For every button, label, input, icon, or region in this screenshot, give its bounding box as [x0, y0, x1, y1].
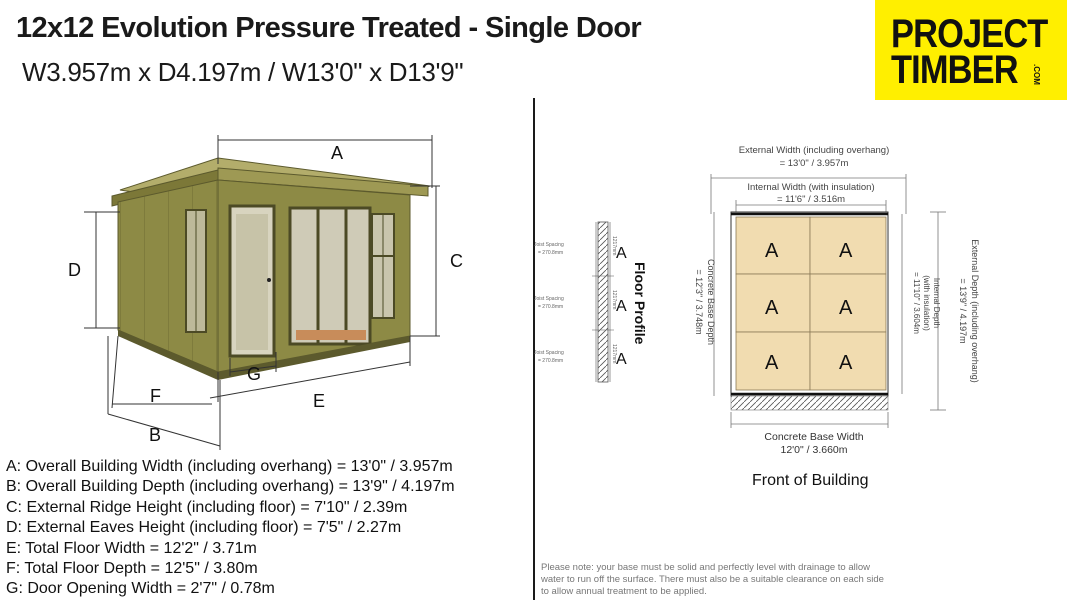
- label-c: C: [450, 251, 463, 271]
- logo-line1: PROJECT: [891, 12, 1048, 56]
- svg-text:External Width (including over: External Width (including overhang): [738, 145, 890, 156]
- legend-item-d: D: External Eaves Height (including floor) = 7'5" / 2.27m: [6, 519, 402, 537]
- svg-text:Joist Spacing: Joist Spacing: [534, 296, 564, 302]
- svg-text:= 270.8mm: = 270.8mm: [538, 358, 564, 364]
- svg-text:(with insulation): (with insulation): [922, 275, 931, 331]
- svg-text:12'0" / 3.660m: 12'0" / 3.660m: [780, 444, 848, 456]
- svg-text:= 12'3" / 3.748m: = 12'3" / 3.748m: [694, 269, 704, 335]
- label-d: D: [68, 260, 81, 280]
- svg-text:Internal Width (with insulatio: Internal Width (with insulation): [747, 182, 875, 193]
- page-title: 12x12 Evolution Pressure Treated - Single Door: [16, 12, 642, 44]
- legend-item-a: A: Overall Building Width (including overhang) = 13'0" / 3.957m: [6, 458, 453, 475]
- svg-text:Concrete Base Width: Concrete Base Width: [764, 431, 864, 443]
- svg-text:External Depth (including over: External Depth (including overhang): [970, 239, 980, 383]
- svg-text:A: A: [616, 298, 627, 315]
- svg-text:= 11'6" / 3.516m: = 11'6" / 3.516m: [776, 194, 846, 205]
- svg-text:.COM: .COM: [1032, 64, 1041, 85]
- svg-text:A: A: [616, 245, 627, 262]
- label-g: G: [247, 364, 262, 384]
- svg-text:1217mm: 1217mm: [611, 344, 617, 364]
- legend-item-g: G: Door Opening Width = 2'7" / 0.78m: [6, 580, 275, 598]
- floor-profile-title: Floor Profile: [632, 262, 648, 345]
- svg-text:Joist Spacing: Joist Spacing: [534, 242, 564, 248]
- plan-view: [694, 145, 980, 456]
- svg-text:A: A: [616, 351, 627, 368]
- svg-text:Joist Spacing: Joist Spacing: [534, 350, 564, 356]
- svg-text:A: A: [839, 297, 853, 319]
- svg-text:= 13'0" / 3.957m: = 13'0" / 3.957m: [779, 158, 849, 169]
- svg-text:A: A: [839, 240, 853, 262]
- svg-text:A: A: [765, 352, 779, 374]
- note-line-2: water to run off the surface. There must also be a suitable clearance on each side: [541, 574, 884, 585]
- svg-text:Concrete Base Depth: Concrete Base Depth: [706, 258, 716, 346]
- note-line-1: Please note: your base must be solid and perfectly level with drainage to allow: [541, 562, 870, 573]
- legend-item-e: E: Total Floor Width = 12'2" / 3.71m: [6, 539, 257, 557]
- svg-text:= 270.8mm: = 270.8mm: [538, 304, 564, 310]
- svg-text:Internal Depth: Internal Depth: [932, 277, 941, 329]
- page-subtitle: W3.957m x D4.197m / W13'0" x D13'9": [22, 57, 464, 87]
- dimension-legend: [6, 457, 455, 600]
- note-line-3: to allow annual treatment to be applied.: [541, 586, 707, 597]
- label-a: A: [331, 143, 344, 163]
- floor-profile: [534, 222, 648, 382]
- legend-item-b: B: Overall Building Depth (including overhang) = 13'9" / 4.197m: [6, 478, 455, 496]
- svg-text:A: A: [839, 352, 853, 374]
- base-note: [541, 562, 911, 598]
- svg-text:A: A: [765, 240, 779, 262]
- svg-text:= 270.8mm: = 270.8mm: [538, 250, 564, 256]
- label-f: F: [150, 386, 161, 406]
- logo-line2: TIMBER: [891, 48, 1018, 92]
- label-e: E: [313, 391, 326, 411]
- svg-text:1217mm: 1217mm: [611, 236, 617, 256]
- front-of-building-label: Front of Building: [752, 472, 869, 489]
- svg-text:= 13'9" / 4.197m: = 13'9" / 4.197m: [958, 278, 968, 344]
- legend-item-c: C: External Ridge Height (including floor) = 7'10" / 2.39m: [6, 498, 408, 516]
- svg-text:= 11'10" / 3.604m: = 11'10" / 3.604m: [912, 272, 921, 334]
- svg-text:1217mm: 1217mm: [611, 290, 617, 310]
- shed-illustration: [112, 158, 430, 380]
- legend-item-f: F: Total Floor Depth = 12'5" / 3.80m: [6, 560, 258, 578]
- svg-text:A: A: [765, 297, 779, 319]
- label-b: B: [149, 425, 162, 445]
